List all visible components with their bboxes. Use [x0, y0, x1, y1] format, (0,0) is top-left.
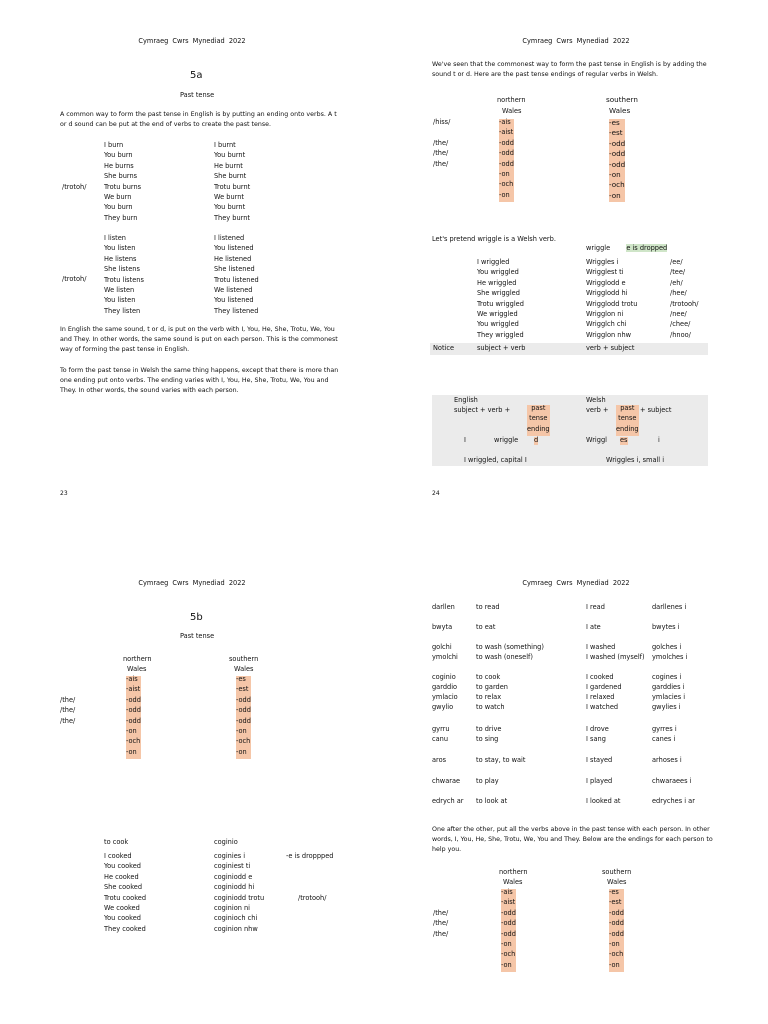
verb-welsh: golchi	[432, 643, 452, 651]
verb-past-english: I looked at	[586, 797, 621, 805]
verb-past-english: I washed (myself)	[586, 653, 645, 661]
southern-heading: southern	[602, 868, 632, 876]
northern-endings: -ais -aist -odd -odd -odd -on -och -on	[126, 676, 141, 759]
verb-past-welsh: ymolches i	[652, 653, 688, 661]
verb-past-welsh: canes i	[652, 735, 676, 743]
northern-subheading: Wales	[503, 878, 523, 886]
box-english-past-ending: past tense ending	[527, 405, 550, 436]
verb-welsh: bwyta	[432, 623, 453, 631]
pretend-sentence: Let's pretend wriggle is a Welsh verb.	[432, 235, 556, 243]
pronunciation-column: /the/ /the/ /the/	[433, 908, 449, 938]
cook-welsh-list: coginies i coginiest ti coginiodd e coginiodd hi coginiodd trotu coginion ni coginioch chi coginion nhw	[214, 852, 265, 933]
box-example-I: I	[464, 436, 466, 444]
box-example-d: d	[534, 436, 539, 444]
wriggle-pronunciation-list: /ee/ /tee/ /eh/ /hee/ /trotooh/ /nee/ /chee/ /hnoo/	[670, 258, 699, 339]
page-header: Cymraeg Cwrs Mynediad 2022	[138, 37, 246, 45]
verb-english: to look at	[476, 797, 508, 805]
northern-heading: northern	[499, 868, 528, 876]
page-title: 5b	[190, 612, 203, 623]
box-example-wriggl: Wriggl	[586, 436, 607, 444]
notice-welsh-order: verb + subject	[586, 344, 635, 352]
southern-heading: southern	[606, 95, 638, 104]
box-english-formula: subject + verb +	[454, 406, 511, 414]
verb-welsh: edrych ar	[432, 797, 464, 805]
northern-heading: northern	[497, 96, 526, 104]
box-example-es: es	[620, 436, 628, 444]
verb-english: to read	[476, 603, 500, 611]
intro-paragraph: A common way to form the past tense in English is by putting an ending onto verbs. A t or d sound can be put at the end of verbs to create the past tense.	[60, 111, 337, 128]
page-header: Cymraeg Cwrs Mynediad 2022	[522, 37, 630, 45]
burn-past-list: I burnt You burnt He burnt She burnt Trotu burnt We burnt You burnt They burnt	[214, 141, 251, 222]
northern-endings: -ais -aist -odd -odd -odd -on -och -on	[499, 119, 514, 202]
box-small-note: Wriggles i, small i	[606, 456, 665, 464]
verb-past-welsh: gyrres i	[652, 725, 677, 733]
verb-past-english: I relaxed	[586, 693, 615, 701]
paragraph-3: To form the past tense in Welsh the same thing happens, except that there is more than one ending put onto verbs. The ending varies with I, You, He, She, Trotu, We, You and They. In other words, the sound varies with each person.	[60, 367, 339, 394]
wriggle-welsh-list: Wriggles i Wrigglest ti Wrigglodd e Wrigglodd hi Wrigglodd trotu Wrigglon ni Wrigglch chi Wrigglon nhw	[586, 258, 638, 339]
pronunciation-label: /trotooh/	[298, 894, 327, 902]
southern-subheading: Wales	[234, 665, 254, 673]
southern-heading: southern	[229, 655, 259, 663]
page-number: 23	[60, 490, 68, 497]
verb-past-english: I cooked	[586, 673, 614, 681]
verb-english: to sing	[476, 735, 499, 743]
box-welsh-past-ending: past tense ending	[616, 405, 639, 436]
verb-english: to drive	[476, 725, 502, 733]
box-capital-note: I wriggled, capital I	[464, 456, 527, 464]
southern-endings: -es -est -odd -odd -odd -on -och -on	[609, 889, 624, 972]
notice-bar	[430, 343, 708, 355]
instructions-paragraph: One after the other, put all the verbs above in the past tense with each person. In other words, I, You, He, She, Trotu, We, You and They. Below are the endings for each person to help you.	[432, 826, 713, 853]
verb-welsh: ymolchi	[432, 653, 458, 661]
page-header: Cymraeg Cwrs Mynediad 2022	[522, 579, 630, 587]
northern-heading: northern	[123, 655, 152, 663]
coginio-label: coginio	[214, 838, 238, 846]
page-24	[384, 0, 768, 512]
notice-label: Notice	[433, 344, 455, 352]
page-26	[384, 512, 768, 1024]
northern-subheading: Wales	[502, 107, 522, 115]
wriggle-english-list: I wriggled You wriggled He wriggled She wriggled Trotu wriggled We wriggled You wriggled They wriggled	[477, 258, 524, 339]
box-welsh-formula-b: + subject	[640, 406, 672, 414]
page-header: Cymraeg Cwrs Mynediad 2022	[138, 579, 246, 587]
verb-past-english: I stayed	[586, 756, 613, 764]
verb-past-english: I played	[586, 777, 613, 785]
verb-past-welsh: cogines i	[652, 673, 682, 681]
page-subtitle: Past tense	[180, 91, 215, 99]
verb-past-welsh: arhoses i	[652, 756, 682, 764]
pronunciation-label: /trotoh/	[62, 275, 87, 283]
verb-past-english: I drove	[586, 725, 609, 733]
verb-past-english: I read	[586, 603, 605, 611]
verb-welsh: darllen	[432, 603, 455, 611]
verb-english: to garden	[476, 683, 508, 691]
burn-present-list: I burn You burn He burns She burns Trotu burns We burn You burn They burn	[104, 141, 142, 222]
pronunciation-column: /the/ /the/ /the/	[60, 695, 76, 725]
listen-past-list: I listened You listened He listened She listened Trotu listened We listened You listened They listened	[214, 234, 259, 315]
box-welsh-heading: Welsh	[586, 396, 606, 404]
verb-past-welsh: edryches i ar	[652, 797, 695, 805]
verb-past-welsh: garddies i	[652, 683, 685, 691]
southern-subheading: Wales	[607, 878, 627, 886]
to-cook-label: to cook	[104, 838, 129, 846]
verb-past-welsh: ymlacies i	[652, 693, 686, 701]
verb-english: to watch	[476, 703, 505, 711]
verb-past-english: I watched	[586, 703, 619, 711]
verb-english: to play	[476, 777, 499, 785]
box-english-heading: English	[454, 396, 478, 404]
page-25	[0, 512, 384, 1024]
page-title: 5a	[190, 70, 203, 81]
verb-welsh: coginio	[432, 673, 456, 681]
southern-endings: -es -est -odd -odd -odd -on -och -on	[609, 119, 625, 202]
notice-english-order: subject + verb	[477, 344, 526, 352]
verb-past-welsh: chwaraees i	[652, 777, 692, 785]
verb-past-english: I gardened	[586, 683, 622, 691]
intro-paragraph: We've seen that the commonest way to form the past tense in English is by adding the sound t or d. Here are the past tense endings of regular verbs in Welsh.	[432, 61, 707, 78]
listen-present-list: I listen You listen He listens She listens Trotu listens We listen You listen They listen	[104, 234, 144, 315]
verb-english: to wash (something)	[476, 643, 544, 651]
verb-english: to wash (oneself)	[476, 653, 533, 661]
e-dropped-note: -e is droppped	[286, 852, 334, 860]
page-23	[0, 0, 384, 512]
northern-endings: -ais -aist -odd -odd -odd -on -och -on	[501, 889, 516, 972]
box-example-wriggle: wriggle	[494, 436, 519, 444]
southern-endings: -es -est -odd -odd -odd -on -och -on	[236, 676, 251, 759]
verb-english: to eat	[476, 623, 496, 631]
verb-past-welsh: golches i	[652, 643, 682, 651]
box-example-i: i	[658, 436, 660, 444]
verb-welsh: gyrru	[432, 725, 450, 733]
pronunciation-column: /hiss/ /the/ /the/ /the/	[433, 118, 451, 168]
verb-english: to relax	[476, 693, 502, 701]
verb-welsh: garddio	[432, 683, 458, 691]
northern-subheading: Wales	[127, 665, 147, 673]
verb-past-welsh: gwylies i	[652, 703, 681, 711]
verb-past-welsh: darllenes i	[652, 603, 687, 611]
box-welsh-formula-a: verb +	[586, 406, 609, 414]
verb-past-english: I sang	[586, 735, 606, 743]
page-subtitle: Past tense	[180, 632, 215, 640]
page-number: 24	[432, 490, 440, 497]
verb-welsh: chwarae	[432, 777, 461, 785]
wriggle-note: wriggle e is dropped	[586, 244, 668, 252]
verb-english: to cook	[476, 673, 501, 681]
cook-english-list: I cooked You cooked He cooked She cooked Trotu cooked We cooked You cooked They cooked	[104, 852, 147, 933]
verb-welsh: gwylio	[432, 703, 454, 711]
southern-subheading: Wales	[609, 106, 631, 115]
verb-past-english: I washed	[586, 643, 616, 651]
pronunciation-label: /trotoh/	[62, 183, 87, 191]
verb-welsh: aros	[432, 756, 447, 764]
verb-welsh: ymlacio	[432, 693, 458, 701]
verb-english: to stay, to wait	[476, 756, 526, 764]
verb-welsh: canu	[432, 735, 449, 743]
verb-past-welsh: bwytes i	[652, 623, 680, 631]
verb-past-english: I ate	[586, 623, 601, 631]
paragraph-2: In English the same sound, t or d, is put on the verb with I, You, He, She, Trotu, We, You and They. In other words, the same sound is put on each person. This is the commonest way of forming the past tense in English.	[60, 326, 338, 353]
